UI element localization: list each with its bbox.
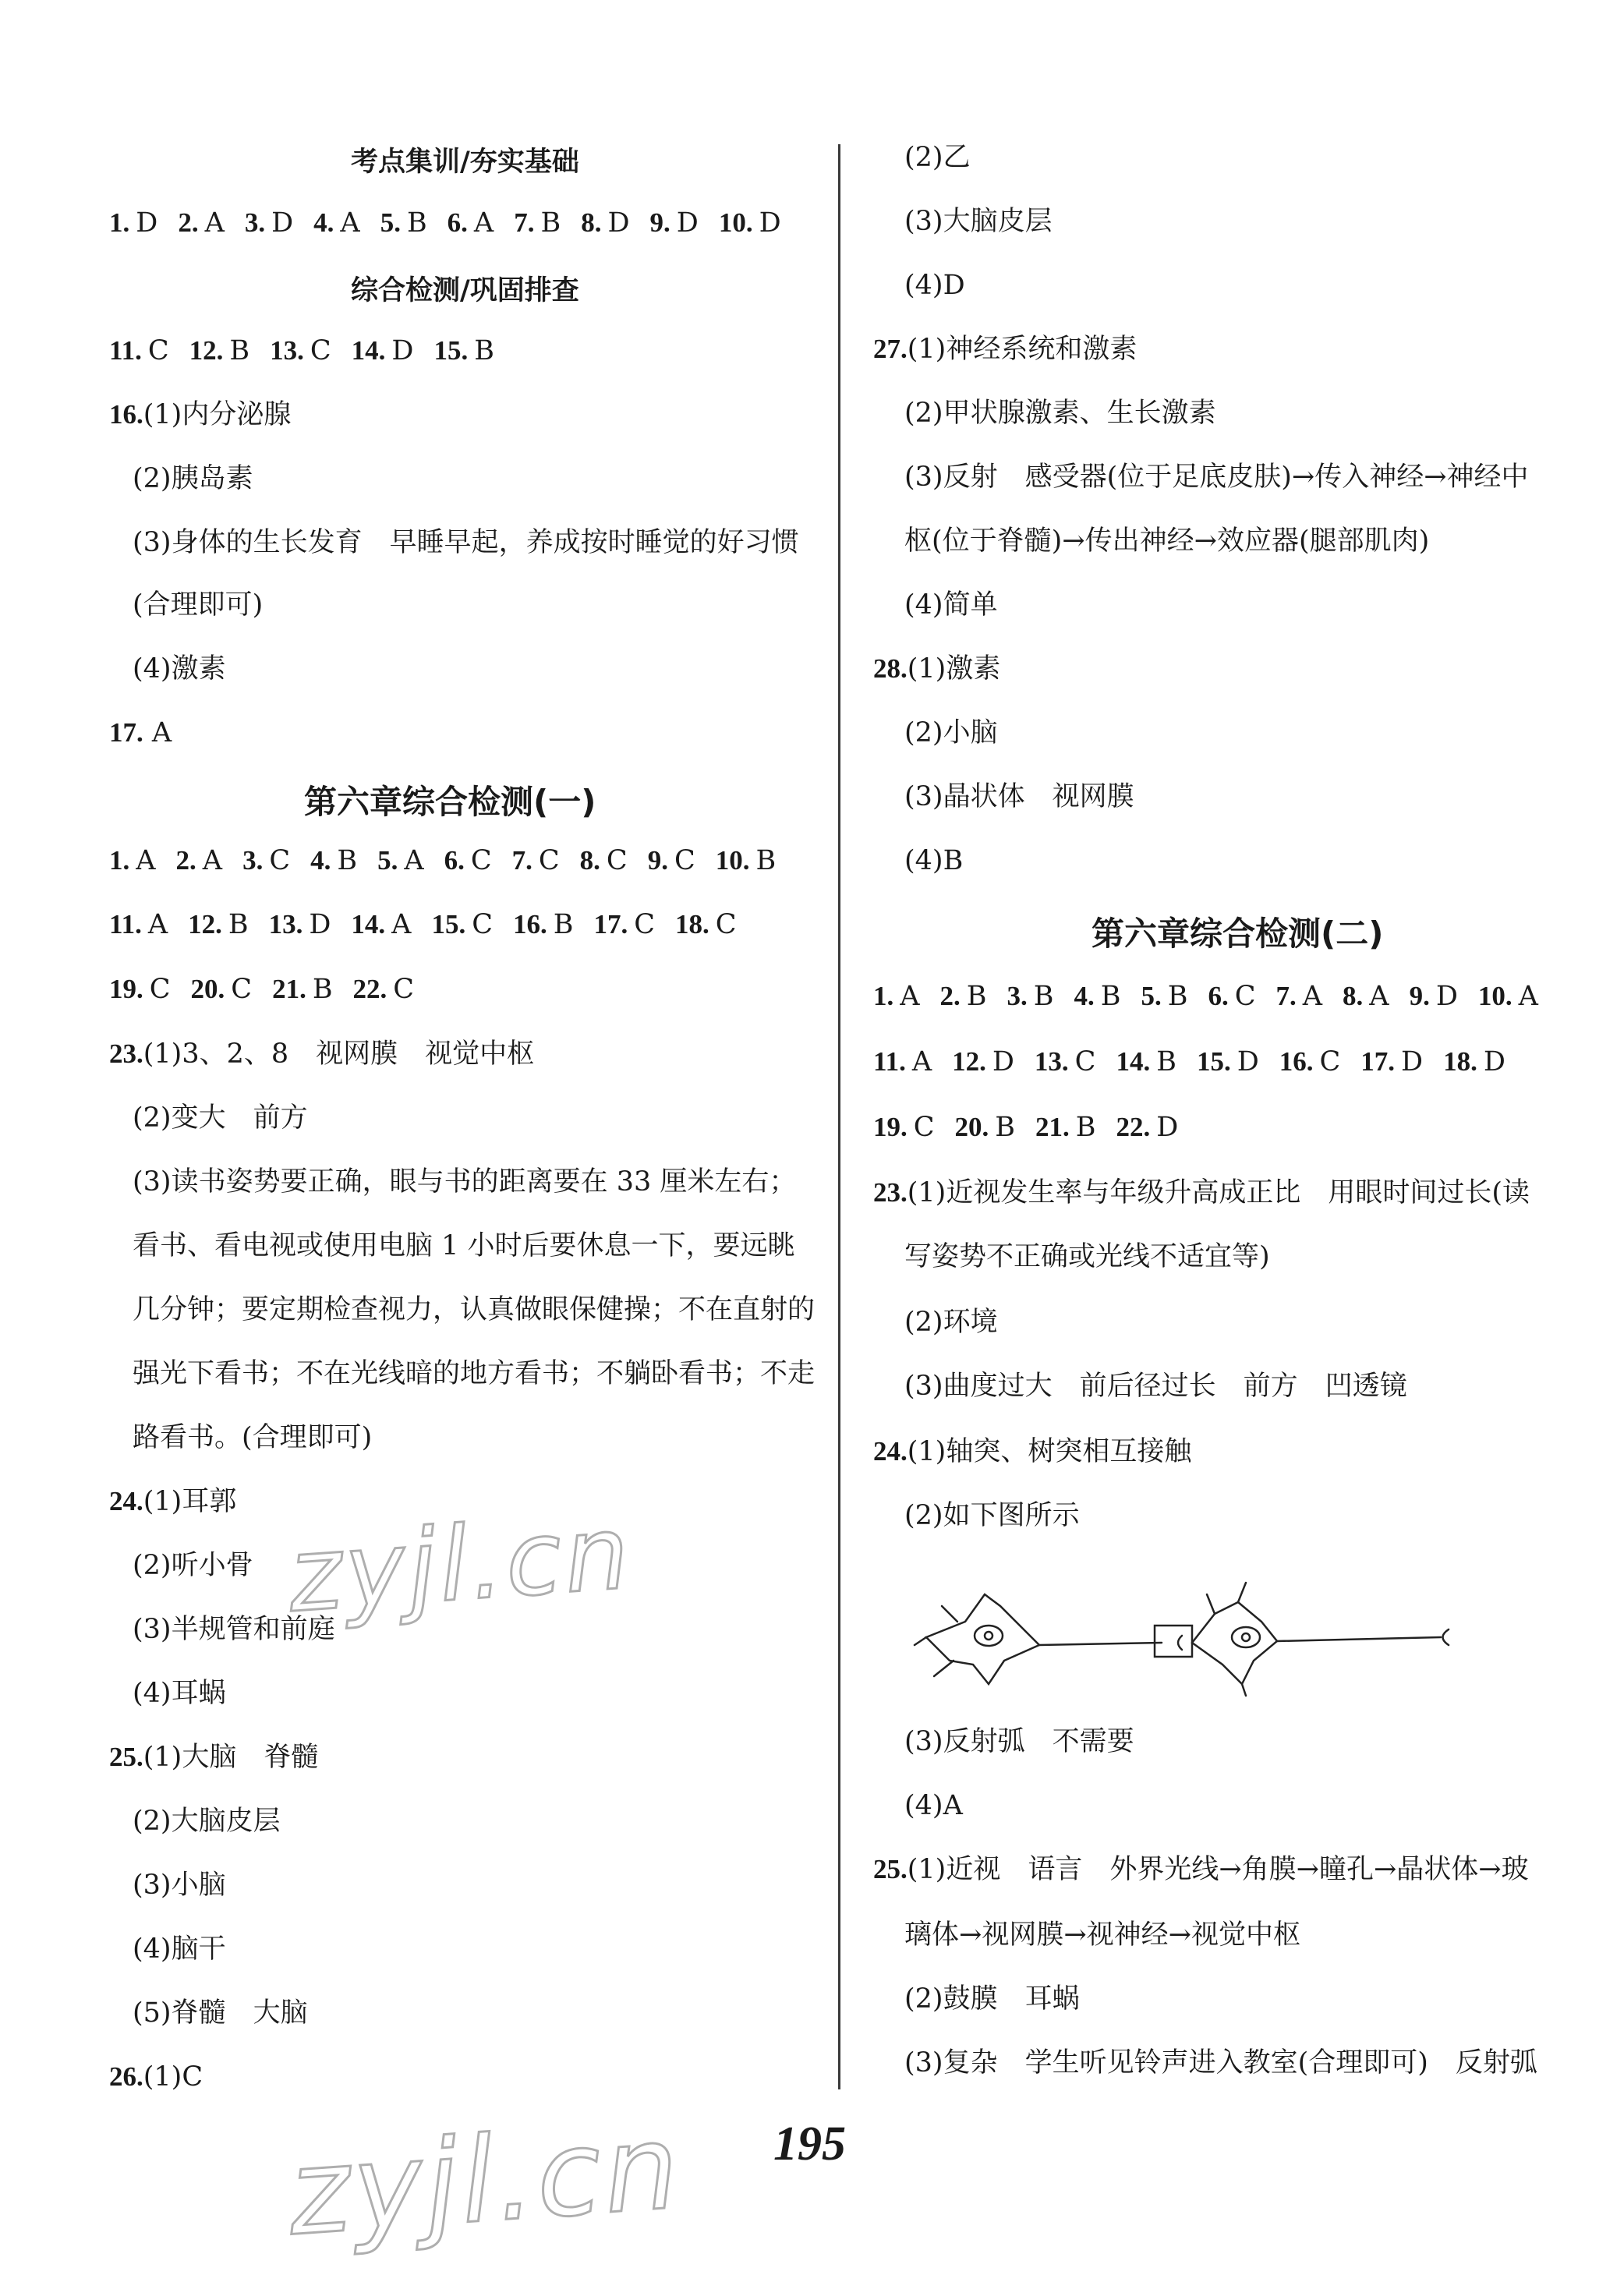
answer-line: (2)鼓膜 耳蜗 (904, 1983, 1080, 2015)
chapter-title: 第六章综合检测(二) (1092, 915, 1384, 953)
section-title: 综合检测/巩固排查 (351, 275, 579, 306)
answer-item (109, 845, 156, 876)
answer-item (272, 974, 332, 1005)
question-25 (873, 1851, 1529, 1888)
question-number: 10. (718, 207, 753, 238)
answer-item (1410, 981, 1458, 1012)
answer-item (1035, 1112, 1095, 1143)
answer-row (109, 971, 434, 1008)
answer-item (1276, 981, 1323, 1012)
question-number: 3. (242, 845, 264, 876)
axon-line (1039, 1643, 1162, 1645)
answer-line: (5)脊髓 大脑 (133, 1997, 308, 2029)
answer-line: (2)甲状腺激素、生长激素 (904, 398, 1216, 429)
answer-line: (1)轴突、树突相互接触 (907, 1436, 1192, 1467)
answer-letter: A (204, 207, 225, 239)
question-number: 21. (1035, 1112, 1070, 1142)
answer-item (1343, 981, 1389, 1012)
question-number: 7. (511, 845, 532, 876)
answer-item (1141, 981, 1187, 1012)
answer-letter: A (404, 845, 424, 876)
answer-letter: C (634, 909, 655, 940)
question-number: 15. (433, 335, 469, 366)
answer-letter: A (473, 207, 494, 239)
answer-letter: D (1483, 1046, 1505, 1077)
question-number: 8. (1343, 981, 1364, 1011)
answer-item (109, 207, 157, 239)
answer-line: (4)D (904, 270, 965, 301)
answer-letter: C (1234, 981, 1256, 1012)
answer-item (593, 909, 655, 940)
question-number: 14. (351, 909, 386, 939)
answer-item (513, 909, 573, 940)
answer-letter: B (229, 335, 250, 366)
question-number: 4. (310, 845, 331, 876)
question-number: 25. (109, 1742, 143, 1772)
question-number: 13. (268, 909, 303, 939)
answer-line: (1)大脑 脊髓 (143, 1742, 319, 1773)
axon-line (1277, 1637, 1441, 1641)
question-number: 21. (272, 974, 306, 1004)
question-number: 24. (109, 1486, 143, 1516)
answer-letter: C (472, 909, 493, 940)
question-number: 13. (1034, 1046, 1069, 1077)
question-23 (109, 1035, 534, 1073)
answer-letter: A (340, 207, 360, 239)
answer-item (377, 845, 424, 876)
answer-letter: B (1033, 981, 1054, 1012)
answer-letter: C (715, 909, 737, 940)
answer-line: (1)3、2、8 视网膜 视觉中枢 (143, 1038, 535, 1070)
answer-letter: D (1237, 1046, 1259, 1077)
watermark: zyjl.cn (285, 1492, 636, 1636)
answer-item (109, 909, 168, 940)
answer-item (1360, 1046, 1423, 1077)
question-number: 17. (1360, 1046, 1396, 1077)
answer-line: (4)耳蜗 (133, 1678, 226, 1709)
question-number: 5. (380, 207, 401, 238)
answer-item (940, 981, 987, 1012)
answer-line: (1)近视 语言 外界光线→角膜→瞳孔→晶状体→玻 (907, 1854, 1529, 1885)
answer-item (1035, 1046, 1096, 1077)
answer-letter: C (269, 845, 291, 876)
question-26 (109, 2058, 203, 2096)
question-number: 23. (109, 1038, 143, 1069)
answer-line: (3)读书姿势要正确，眼与书的距离要在 33 厘米左右； (133, 1166, 797, 1198)
question-number: 25. (873, 1854, 908, 1884)
answer-letter: D (391, 335, 414, 366)
answer-item (1197, 1046, 1259, 1077)
question-number: 9. (647, 845, 668, 876)
question-number: 16. (512, 909, 547, 939)
answer-line: (2)环境 (904, 1307, 998, 1338)
answer-item (191, 974, 253, 1005)
answer-line: (3)半规管和前庭 (133, 1614, 335, 1645)
question-number: 20. (954, 1112, 989, 1142)
answer-line: (合理即可) (133, 589, 264, 621)
answer-line: 枢(位于脊髓)→传出神经→效应器(腿部肌肉) (904, 525, 1430, 557)
answer-letter: B (474, 335, 494, 366)
neuron-connection-diagram (911, 1567, 1472, 1700)
answer-item (109, 335, 169, 366)
answer-letter: D (1156, 1112, 1179, 1143)
answer-line: (2)乙 (904, 142, 971, 173)
question-number: 2. (175, 845, 196, 876)
answer-item (269, 909, 331, 940)
answer-item (873, 1112, 935, 1143)
answer-line: (2)变大 前方 (133, 1102, 308, 1134)
answer-letter: A (147, 909, 168, 940)
question-number: 18. (1443, 1046, 1477, 1077)
question-number: 9. (649, 207, 670, 238)
question-number: 18. (674, 909, 709, 939)
answer-letter: A (202, 845, 223, 876)
question-number: 22. (1116, 1112, 1151, 1142)
question-number: 1. (109, 207, 130, 238)
answer-item (310, 845, 357, 876)
neuron-nucleus (1232, 1627, 1260, 1647)
answer-line: (1)激素 (907, 653, 1001, 685)
answer-letter: A (911, 1046, 932, 1077)
answer-item (873, 1046, 932, 1077)
question-24 (873, 1433, 1191, 1470)
answer-letter: B (406, 207, 427, 239)
question-number: 20. (190, 974, 225, 1004)
answer-item (581, 207, 629, 239)
answer-line: (2)小脑 (904, 717, 998, 748)
answer-line: (4)A (904, 1790, 963, 1821)
answer-letter: D (607, 207, 630, 239)
answer-letter: C (606, 845, 628, 876)
page-number: 195 (773, 2117, 846, 2171)
answer-letter: A (900, 981, 920, 1012)
answer-item (1478, 981, 1538, 1012)
answer-letter: A (1518, 981, 1538, 1012)
answer-row (109, 906, 757, 943)
answer-letter: C (1074, 1046, 1096, 1077)
answer-item (448, 207, 494, 239)
answer-letter: A (1369, 981, 1389, 1012)
question-number: 2. (939, 981, 961, 1011)
question-number: 17. (593, 909, 628, 939)
answer-item (1116, 1046, 1176, 1077)
answer-item (242, 845, 290, 876)
answer-item (351, 909, 411, 940)
answer-line: (4)激素 (133, 653, 226, 685)
answer-row (109, 332, 515, 370)
question-number: 10. (1477, 981, 1513, 1011)
question-16 (109, 396, 291, 433)
answer-line: 璃体→视网膜→视神经→视觉中枢 (904, 1919, 1300, 1951)
answer-item (245, 207, 293, 239)
question-number: 26. (109, 2061, 143, 2092)
answer-line: (1)近视发生率与年级升高成正比 用眼时间过长(读 (907, 1177, 1530, 1208)
question-number: 10. (715, 845, 750, 876)
answer-item (189, 335, 249, 366)
answer-item (270, 335, 331, 366)
synapse-box (1155, 1626, 1192, 1657)
answer-letter: D (1401, 1046, 1424, 1077)
answer-letter: C (913, 1112, 935, 1143)
question-number: 13. (270, 335, 304, 366)
answer-item (353, 974, 415, 1005)
answer-item (1007, 981, 1054, 1012)
answer-line: (4)简单 (904, 589, 998, 621)
answer-line: (3)反射弧 不需要 (904, 1726, 1134, 1757)
answer-item (952, 1046, 1014, 1077)
answer-letter: D (992, 1046, 1014, 1077)
answer-letter: A (391, 909, 412, 940)
question-number: 27. (873, 334, 908, 364)
answer-line: (1)耳郭 (143, 1486, 237, 1517)
answer-item (1116, 1112, 1179, 1143)
answer-letter: C (1319, 1046, 1341, 1077)
answer-line: (3)复杂 学生听见铃声进入教室(合理即可) 反射弧 (904, 2047, 1537, 2079)
answer-letter: B (1100, 981, 1121, 1012)
question-number: 11. (109, 909, 142, 939)
question-number: 1. (109, 845, 130, 876)
answer-letter: C (149, 974, 171, 1005)
question-number: 15. (431, 909, 466, 939)
answer-row (109, 204, 801, 242)
question-number: 12. (189, 335, 224, 366)
question-number: 1. (873, 981, 894, 1011)
question-number: 16. (109, 399, 143, 430)
answer-item (514, 207, 561, 239)
answer-letter: B (228, 909, 249, 940)
answer-letter: D (309, 909, 331, 940)
answer-letter: D (271, 207, 294, 239)
answer-letter: D (759, 207, 781, 239)
answer-line: (2)听小骨 (133, 1550, 253, 1581)
question-number: 6. (1208, 981, 1229, 1011)
answer-letter: B (540, 207, 561, 239)
question-number: 17. (109, 717, 143, 748)
question-24 (109, 1483, 236, 1520)
answer-letter: B (312, 974, 333, 1005)
answer-item (433, 335, 494, 366)
column-divider (838, 144, 840, 2089)
question-number: 23. (873, 1177, 908, 1208)
axon-terminal (1443, 1629, 1449, 1645)
answer-letter: A (136, 845, 156, 876)
question-number: 3. (1007, 981, 1028, 1011)
question-number: 4. (313, 207, 334, 238)
question-number: 5. (1141, 981, 1162, 1011)
answer-line: (2)如下图所示 (904, 1500, 1080, 1531)
answer-row (873, 1043, 1526, 1081)
answer-item (873, 981, 920, 1012)
answer-letter: A (1302, 981, 1323, 1012)
answer-line: (4)脑干 (133, 1934, 226, 1965)
answer-row (873, 1109, 1198, 1146)
watermark: zyjl.cn (284, 2099, 686, 2263)
question-number: 22. (352, 974, 387, 1004)
answer-item (1443, 1046, 1505, 1077)
question-number: 12. (952, 1046, 986, 1077)
answer-item (109, 974, 171, 1005)
answer-letter: B (337, 845, 358, 876)
answer-item (675, 909, 737, 940)
question-number: 9. (1409, 981, 1430, 1011)
question-number: 7. (1275, 981, 1297, 1011)
answer-letter: C (231, 974, 253, 1005)
answer-letter: D (676, 207, 699, 239)
answer-letter: C (393, 974, 415, 1005)
answer-line: (1)神经系统和激素 (907, 334, 1138, 365)
question-number: 4. (1074, 981, 1095, 1011)
question-number: 16. (1279, 1046, 1314, 1077)
answer-row (109, 842, 796, 879)
answer-letter: B (1075, 1112, 1096, 1143)
answer-item (188, 909, 248, 940)
answer-item (313, 207, 360, 239)
answer-line: (3)大脑皮层 (904, 206, 1053, 237)
answer-item (178, 207, 225, 239)
answer-item (955, 1112, 1015, 1143)
answer-line: (4)B (904, 845, 964, 876)
question-number: 6. (444, 845, 465, 876)
answer-letter: B (1167, 981, 1188, 1012)
answer-item (716, 845, 776, 876)
answer-letter: B (966, 981, 987, 1012)
question-number: 8. (579, 845, 600, 876)
question-number: 8. (581, 207, 602, 238)
answer-letter: C (674, 845, 695, 876)
question-17 (109, 714, 172, 752)
answer-line: 几分钟；要定期检查视力，认真做眼保健操；不在直射的 (133, 1294, 816, 1325)
answer-line: 看书、看电视或使用电脑 1 小时后要休息一下，要远眺 (133, 1230, 795, 1261)
chapter-title: 第六章综合检测(一) (304, 783, 596, 821)
question-23 (873, 1174, 1530, 1212)
answer-line: (3)小脑 (133, 1870, 226, 1901)
answer-letter: C (147, 335, 169, 366)
answer-item (580, 845, 628, 876)
question-27 (873, 331, 1137, 368)
question-number: 3. (244, 207, 266, 238)
answer-line: (1)内分泌腺 (143, 399, 292, 430)
answer-item (352, 335, 414, 366)
answer-line: 路看书。(合理即可) (133, 1422, 373, 1453)
question-number: 6. (447, 207, 468, 238)
answer-line: A (151, 717, 172, 748)
answer-line: (2)大脑皮层 (133, 1806, 281, 1837)
answer-letter: D (1435, 981, 1458, 1012)
question-number: 12. (188, 909, 222, 939)
answer-item (648, 845, 695, 876)
answer-letter: B (1156, 1046, 1176, 1077)
answer-item (1208, 981, 1255, 1012)
question-number: 28. (873, 653, 908, 684)
question-number: 24. (873, 1436, 908, 1466)
question-number: 11. (873, 1046, 906, 1077)
question-number: 19. (873, 1112, 908, 1142)
question-25 (109, 1739, 318, 1776)
answer-line: (2)胰岛素 (133, 463, 253, 494)
answer-item (512, 845, 560, 876)
answer-item (444, 845, 492, 876)
answer-line: (3)反射 感受器(位于足底皮肤)→传入神经→神经中 (904, 462, 1529, 493)
answer-line: (3)晶状体 视网膜 (904, 781, 1134, 812)
question-number: 14. (351, 335, 386, 366)
answer-row (873, 978, 1559, 1015)
question-number: 7. (514, 207, 535, 238)
question-28 (873, 650, 1000, 688)
answer-item (431, 909, 493, 940)
answer-item (1074, 981, 1121, 1012)
answer-letter: B (995, 1112, 1016, 1143)
answer-letter: C (538, 845, 560, 876)
answer-line: (1)C (143, 2061, 203, 2093)
answer-item (1279, 1046, 1341, 1077)
answer-letter: B (553, 909, 574, 940)
answer-letter: D (136, 207, 158, 239)
answer-item (380, 207, 427, 239)
answer-item (719, 207, 781, 239)
answer-line: 强光下看书；不在光线暗的地方看书；不躺卧看书；不走 (133, 1358, 816, 1389)
question-number: 5. (377, 845, 398, 876)
question-number: 11. (109, 335, 142, 366)
answer-letter: C (470, 845, 492, 876)
question-number: 2. (178, 207, 199, 238)
question-number: 15. (1196, 1046, 1231, 1077)
answer-letter: B (755, 845, 777, 876)
neuron-nucleus (975, 1626, 1003, 1646)
answer-line: (3)曲度过大 前后径过长 前方 凹透镜 (904, 1371, 1407, 1402)
answer-letter: C (310, 335, 331, 366)
answer-line: 写姿势不正确或光线不适宜等) (904, 1241, 1270, 1272)
answer-line: (3)身体的生长发育 早睡早起，养成按时睡觉的好习惯 (133, 527, 799, 558)
answer-item (650, 207, 699, 239)
question-number: 14. (1116, 1046, 1151, 1077)
answer-item (176, 845, 223, 876)
section-title: 考点集训/夯实基础 (351, 147, 579, 178)
question-number: 19. (109, 974, 143, 1004)
